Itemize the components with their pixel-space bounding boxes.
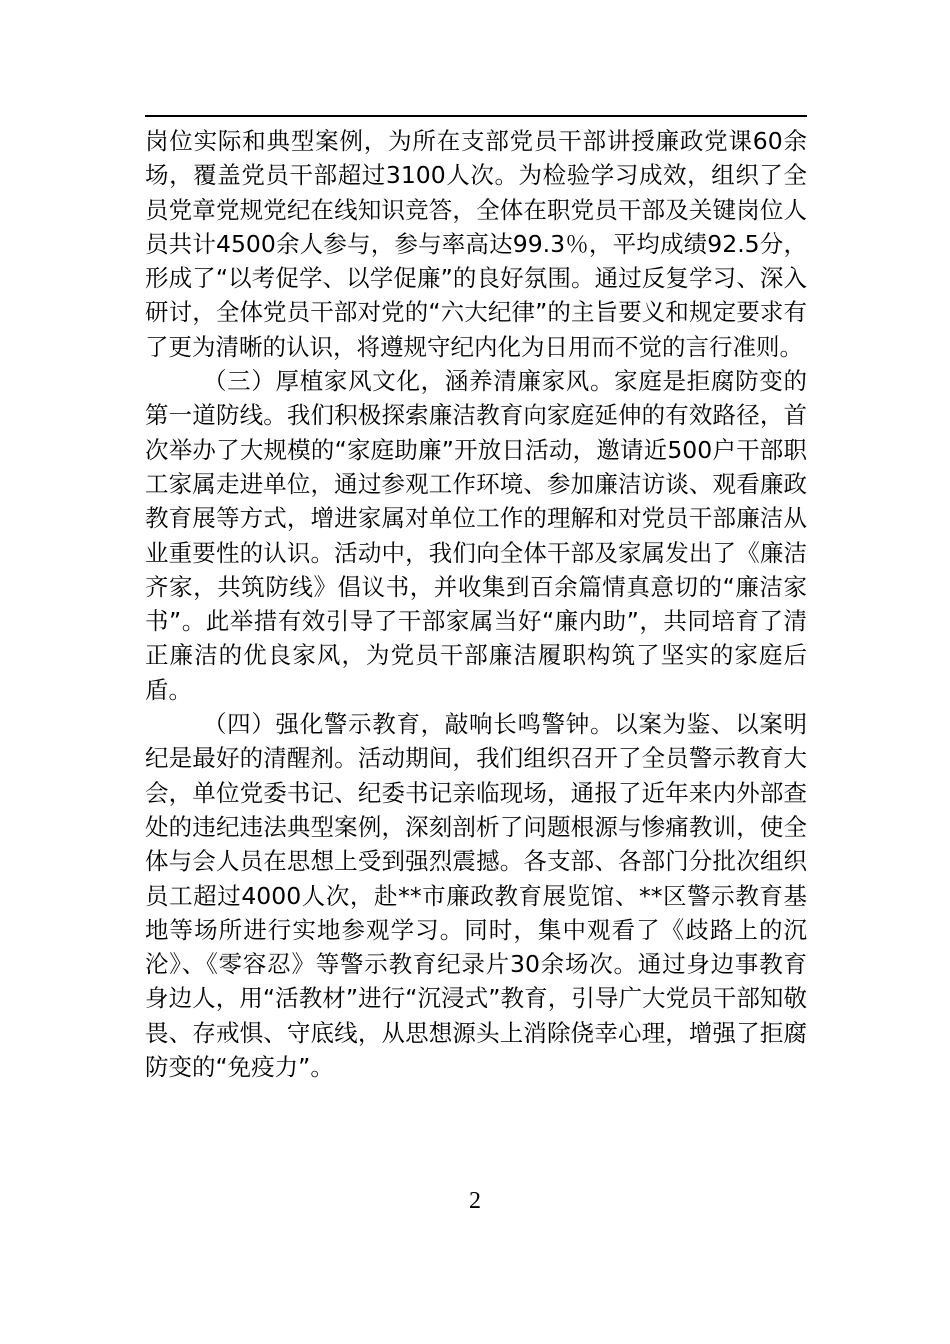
header-rule <box>145 115 807 117</box>
paragraph-section-3: （三）厚植家风文化，涵养清廉家风。家庭是拒腐防变的第一道防线。我们积极探索廉洁教育向家庭延伸的有效路径，首次举办了大规模的“家庭助廉”开放日活动，邀请近500户干部职工家属走进单位，通过参观工作环境、参加廉洁访谈、观看廉政教育展等方式，增进家属对单位工作的理解和对党员干部廉洁从业重要性的认识。活动中，我们向全体干部及家属发出了《廉洁齐家，共筑防线》倡议书，并收集到百余篇情真意切的“廉洁家书”。此举措有效引导了干部家属当好“廉内助”，共同培育了清正廉洁的优良家风，为党员干部廉洁履职构筑了坚实的家庭后盾。 <box>145 367 807 704</box>
paragraph-continuation: 岗位实际和典型案例，为所在支部党员干部讲授廉政党课60余场，覆盖党员干部超过3100人次。为检验学习成效，组织了全员党章党规党纪在线知识竞答，全体在职党员干部及关键岗位人员共计4500余人参与，参与率高达99.3％，平均成绩92.5分，形成了“以考促学、以学促廉”的良好氛围。通过反复学习、深入研讨，全体党员干部对党的“六大纪律”的主旨要义和规定要求有了更为清晰的认识，将遵规守纪内化为日用而不觉的言行准则。 <box>145 127 807 361</box>
body-text <box>145 124 807 1084</box>
page-number: 2 <box>469 1188 481 1214</box>
paragraph-section-4: （四）强化警示教育，敲响长鸣警钟。以案为鉴、以案明纪是最好的清醒剂。活动期间，我们组织召开了全员警示教育大会，单位党委书记、纪委书记亲临现场，通报了近年来内外部查处的违纪违法典型案例，深刻剖析了问题根源与惨痛教训，使全体与会人员在思想上受到强烈震撼。各支部、各部门分批次组织员工超过4000人次，赴**市廉政教育展览馆、**区警示教育基地等场所进行实地参观学习。同时，集中观看了《歧路上的沉沦》、《零容忍》等警示教育纪录片30余场次。通过身边事教育身边人，用“活教材”进行“沉浸式”教育，引导广大党员干部知敬畏、存戒惧、守底线，从思想源头上消除侥幸心理，增强了拒腐防变的“免疫力”。 <box>145 710 807 1082</box>
